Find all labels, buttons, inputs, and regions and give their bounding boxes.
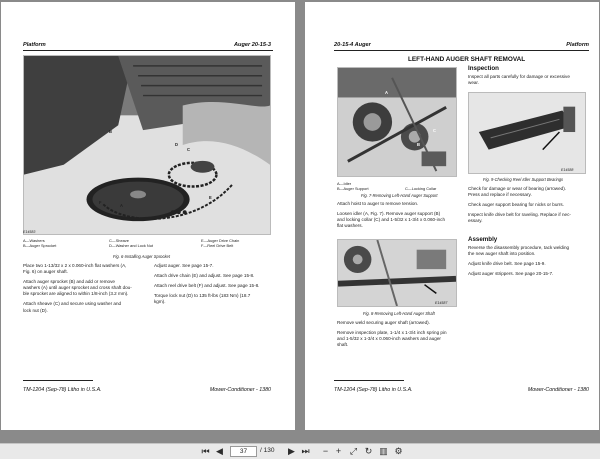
right-footer-manual: TM-1204 (Sep-78) Litho in U.S.A.: [334, 387, 413, 393]
callout-a: A: [120, 203, 123, 208]
fig6-legend-col2: [109, 238, 153, 248]
previous-page-icon[interactable]: ◀: [216, 446, 223, 456]
text-line: Check for damage or wear of bearing (arrowed).: [468, 186, 567, 191]
left-body-col1: [23, 263, 148, 314]
right-header-section: Platform: [566, 42, 589, 48]
text-line: Check auger support bearing for nicks or burrs.: [468, 202, 565, 208]
fig6-illustration: [24, 56, 270, 234]
fig9-illustration: [469, 93, 585, 173]
next-page-icon[interactable]: ▶: [288, 446, 295, 456]
text-line: Attach auger sprocket (B) and add or remove: [23, 279, 115, 285]
text-line: Inspect knife drive belt for raveling. Replace if nec-: [468, 212, 571, 218]
text-line: Attach drive chain (E) and adjust. See page 15-8.: [154, 273, 255, 279]
zoom-out-icon[interactable]: −: [322, 446, 329, 456]
fig8-caption: Fig. 8-Removing Left-Hand Auger Shaft: [363, 311, 435, 316]
right-body-col1-part1: [337, 201, 462, 229]
left-header-page-ref: Auger 20-15-3: [234, 42, 271, 48]
text-line: and locking collar (C) and 1-5/32 x 1-3/4 x 0.060-inch: [337, 217, 446, 223]
text-line: Loosen idler (A, Fig. 7). Remove auger support (B): [337, 211, 441, 217]
fig7-callout-a: A: [385, 90, 388, 95]
text-line: Remove weld securing auger shaft (arrowed).: [337, 320, 430, 325]
rotate-icon[interactable]: ↻: [364, 446, 373, 456]
legend-item: C—Sheave: [109, 238, 129, 243]
callout-e: E: [209, 195, 212, 200]
text-line: Inspect all parts carefully for damage or excessive: [468, 74, 570, 79]
text-line: Adjust auger. See page 15-7.: [154, 263, 214, 268]
first-page-icon[interactable]: ⏮: [201, 446, 210, 456]
left-header-rule: [23, 50, 273, 51]
fig7-caption: Fig. 7-Removing Left-Hand Auger Support: [361, 193, 438, 198]
legend-item: B—Auger Sprocket: [23, 243, 57, 248]
callout-d: D: [175, 142, 178, 147]
legend-item: C—Locking Collar: [405, 186, 437, 191]
text-line: flat washers.: [337, 223, 363, 229]
text-line: and 1-5/32 x 1-3/4 x 0.060-inch washers and auger: [337, 336, 441, 342]
section-title: LEFT-HAND AUGER SHAFT REMOVAL: [408, 56, 526, 63]
fig6-legend-col1: [23, 238, 56, 248]
left-footer-rule: [23, 380, 93, 381]
page-number-input[interactable]: 37: [230, 446, 257, 457]
page-navigation-toolbar: [0, 443, 600, 459]
left-footer-manual: TM-1204 (Sep-78) Litho in U.S.A.: [23, 387, 102, 393]
legend-item: A—Washers: [23, 238, 45, 243]
text-line: Reverse the disassembly procedure, tack welding: [468, 245, 570, 250]
text-line: lock nut (D).: [23, 307, 48, 313]
fig6-legend-col3: [201, 238, 239, 248]
left-page: [1, 2, 295, 430]
left-header-section: Platform: [23, 42, 46, 48]
right-page: [305, 2, 599, 430]
fig7-legend-col2: [405, 181, 436, 191]
right-body-col2-part1: [468, 186, 593, 224]
fig9-id: E14588: [561, 168, 574, 172]
right-footer-rule: [334, 380, 404, 381]
text-line: Press and replace if necessary.: [468, 192, 532, 198]
fig7-callout-c: C: [433, 128, 436, 133]
fig8-id: E14587: [435, 301, 448, 305]
fig9-caption: Fig. 9-Checking Reel Idler Support Bearings: [483, 177, 564, 182]
text-line: essary.: [468, 218, 483, 224]
text-line: Place two 1-13/32 x 2 x 0.060-inch flat washers (A,: [23, 263, 127, 268]
callout-c: C: [187, 147, 190, 152]
fig9-photo: [468, 92, 586, 174]
left-footer-model: Mower-Conditioner - 1380: [209, 387, 271, 393]
fig8-photo: [337, 239, 457, 307]
text-line: Fig. 6) on auger shaft.: [23, 269, 68, 275]
text-line: Attach hoist to auger to remove tension.: [337, 201, 419, 206]
fig8-illustration: [338, 240, 456, 306]
fig6-photo: [23, 55, 271, 235]
assembly-text: [468, 245, 593, 277]
right-header-rule: [334, 50, 589, 51]
inspection-heading: Inspection: [468, 65, 499, 72]
fig7-photo: [337, 67, 457, 177]
fig6-id: E14583: [23, 230, 36, 234]
fig7-illustration: [338, 68, 456, 176]
fig7-legend-col1: [337, 181, 369, 191]
legend-item: A—Idler: [337, 181, 352, 186]
page-total: / 130: [260, 447, 275, 454]
text-line: Torque lock nut (D) to 135 ft-lbs (183 Nm) (18.7: [154, 293, 251, 299]
text-line: Attach sheave (C) and secure using washer and: [23, 301, 122, 307]
settings-gear-icon[interactable]: ⚙: [394, 446, 403, 456]
fig7-callout-b: B: [417, 142, 420, 147]
legend-item: F—Reel Drive Belt: [201, 243, 234, 248]
text-line: washers (A) until auger sprocket and cross shaft dou-: [23, 285, 132, 291]
text-line: Adjust knife drive belt. See page 15-9.: [468, 261, 546, 267]
assembly-heading: Assembly: [468, 236, 498, 243]
last-page-icon[interactable]: ⏭: [301, 446, 310, 456]
callout-b: B: [109, 129, 112, 134]
legend-item: E—Auger Drive Chain: [201, 238, 240, 243]
text-line: the new auger shaft into position.: [468, 251, 536, 257]
callout-f: F: [99, 200, 102, 205]
fit-page-icon[interactable]: ⤢: [349, 446, 358, 456]
legend-item: D—Washer and Lock Nut: [109, 243, 153, 248]
text-line: kgm).: [154, 299, 166, 305]
zoom-in-icon[interactable]: +: [335, 446, 342, 456]
text-line: wear.: [468, 80, 479, 86]
left-body-col2: [154, 263, 279, 305]
inspection-text: [468, 74, 593, 86]
text-line: Remove inspection plate, 1-1/4 x 1-3/4 inch spring pin: [337, 330, 447, 336]
text-line: Attach reel drive belt (F) and adjust. See page 15-8.: [154, 283, 260, 289]
two-page-view-icon[interactable]: ▥: [379, 446, 388, 456]
right-body-col1-part2: [337, 320, 462, 348]
text-line: Adjust auger strippers. See page 20-15-7.: [468, 271, 554, 277]
legend-item: B—Auger Support: [337, 186, 369, 191]
text-line: ble sprocket are aligned to within 1/8-inch (3.2 mm).: [23, 291, 129, 297]
text-line: shaft.: [337, 342, 349, 348]
right-footer-model: Mower-Conditioner - 1380: [527, 387, 589, 393]
fig6-caption: Fig. 6-Installing Auger Sprocket: [113, 254, 170, 259]
right-header-page-ref: 20-15-4 Auger: [334, 42, 371, 48]
